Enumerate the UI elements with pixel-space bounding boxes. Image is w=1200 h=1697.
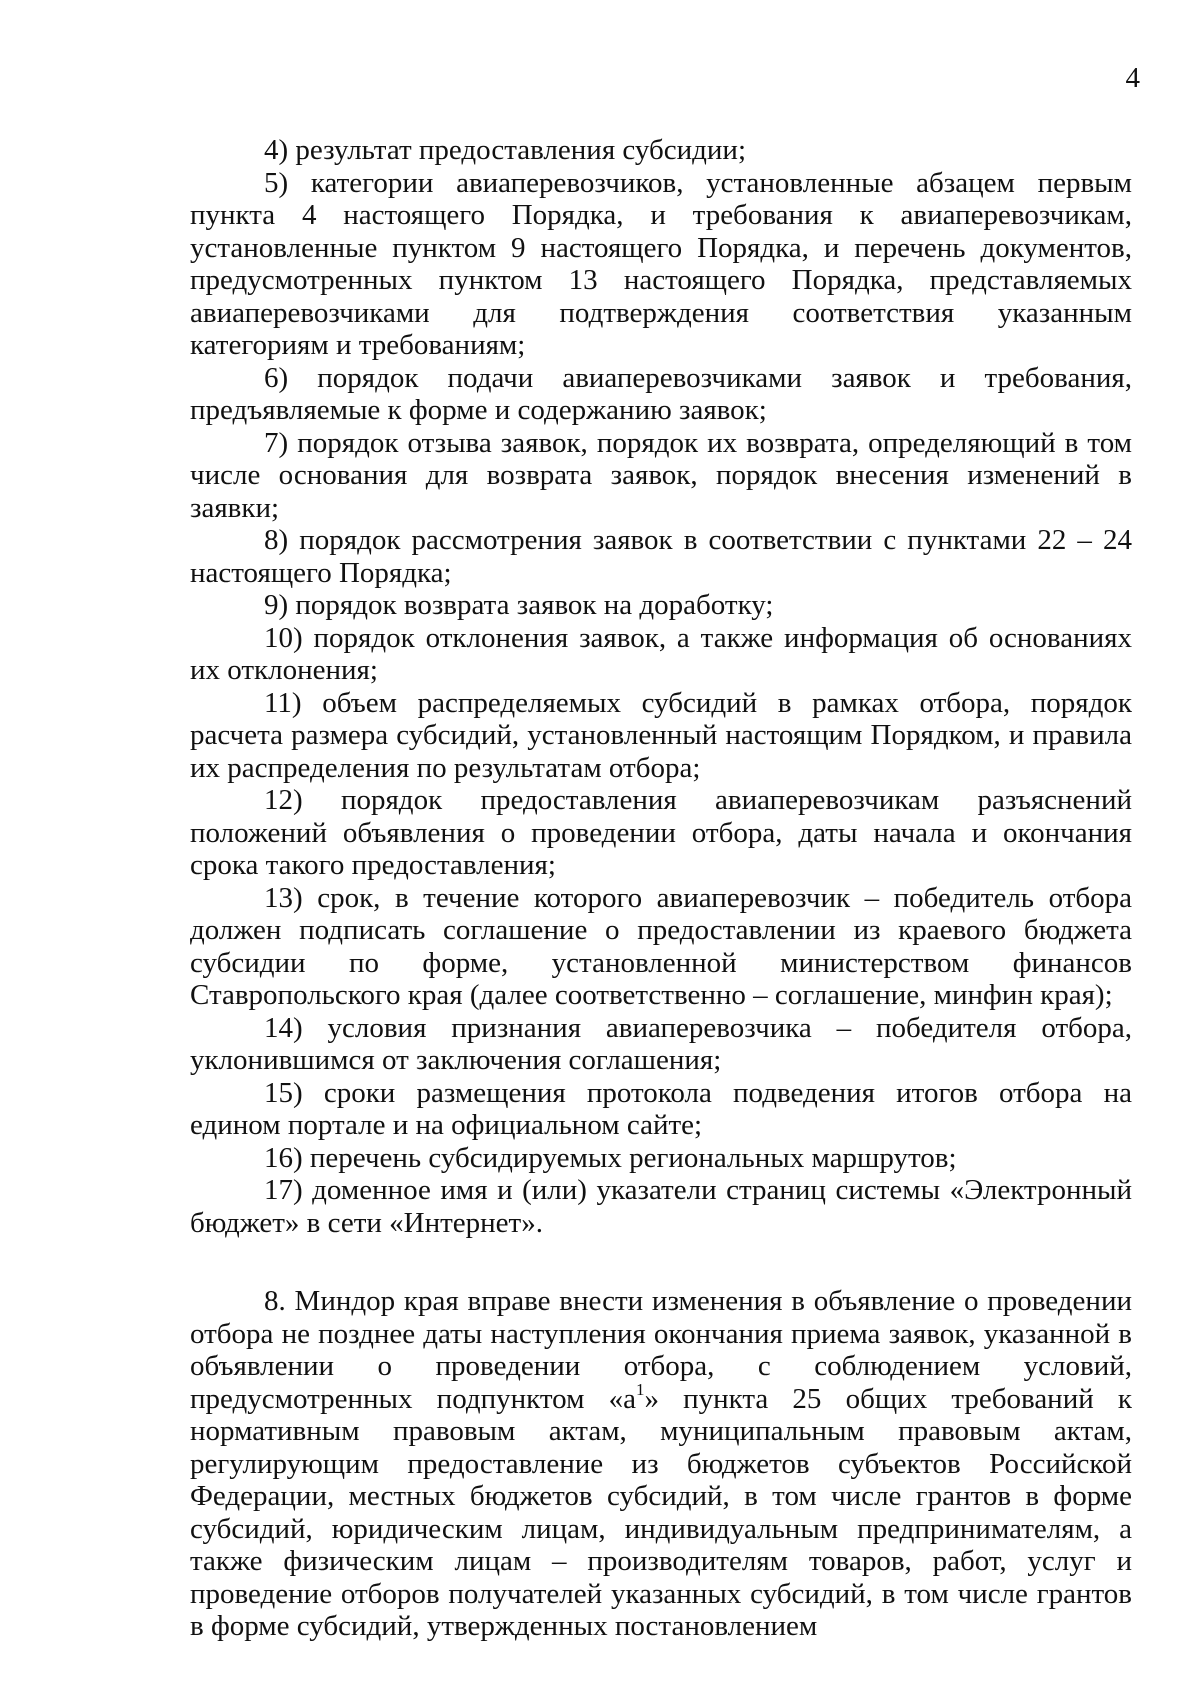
list-item-4: 4) результат предоставления субсидии; <box>264 134 747 166</box>
page-number: 4 <box>1125 62 1140 94</box>
list-item-14: 14) условия признания авиаперевозчика – победителя отбора, уклонившимся от заключения соглашения; <box>190 1011 1132 1076</box>
list-item-11: 11) объем распределяемых субсидий в рамках отбора, порядок расчета размера субсидий, установленный настоящим Порядком, и правила их распределения по результатам отбора; <box>190 686 1132 784</box>
paragraph-gap <box>190 1239 1132 1285</box>
list-item-6: 6) порядок подачи авиаперевозчиками заявок и требования, предъявляемые к форме и содержанию заявок; <box>190 361 1132 426</box>
list-item-5: 5) категории авиаперевозчиков, установленные абзацем первым пункта 4 настоящего Порядка, и требования к авиаперевозчикам, установленные пунктом 9 настоящего Порядка, и перечень документов, предусмотренных пунктом 13 настоящего Порядка, представляемых авиаперевозчиками для подтверждения соответствия указанным категориям и требованиям; <box>190 166 1132 361</box>
section-8-text-end: » пункта 25 общих требований к нормативным правовым актам, муниципальным правовым актам, регулирующим предоставление из бюджетов субъектов Российской Федерации, местных бюджетов субсидий, в том числе грантов в форме субсидий, юридическим лицам, индивидуальным предпринимателям, а также физическим лицам – производителям товаров, работ, услуг и проведение отборов получателей указанных субсидий, в том числе грантов в форме субсидий, утвержденных постановлением <box>190 1382 1132 1642</box>
list-item-12: 12) порядок предоставления авиаперевозчикам разъяснений положений объявления о проведении отбора, даты начала и окончания срока такого предоставления; <box>190 784 1132 881</box>
list-item-7: 7) порядок отзыва заявок, порядок их возврата, определяющий в том числе основания для возврата заявок, порядок внесения изменений в заявки; <box>190 426 1132 524</box>
document-body <box>190 134 1132 1643</box>
section-8-paragraph <box>190 1285 1132 1643</box>
list-item-15: 15) сроки размещения протокола подведения итогов отбора на едином портале и на официальном сайте; <box>190 1076 1132 1141</box>
list-item-9: 9) порядок возврата заявок на доработку; <box>264 589 774 621</box>
list-item-10: 10) порядок отклонения заявок, а также информация об основаниях их отклонения; <box>190 621 1132 686</box>
list-item-16: 16) перечень субсидируемых региональных маршрутов; <box>264 1141 957 1174</box>
section-8-superscript: 1 <box>635 1379 645 1399</box>
section-8-text-start: 8. Миндор края вправе внести изменения в объявление о проведении отбора не позднее даты наступления окончания приема заявок, указанной в объявлении о проведении отбора, с соблюдением условий, предусмотренных подпунктом «а <box>190 1285 1132 1415</box>
list-item-8: 8) порядок рассмотрения заявок в соответствии с пунктами 22 – 24 настоящего Порядка; <box>190 524 1132 589</box>
list-item-13: 13) срок, в течение которого авиаперевозчик – победитель отбора должен подписать соглашение о предоставлении из краевого бюджета субсидии по форме, установленной министерством финансов Ставропольского края (далее соответственно – соглашение, минфин края); <box>190 881 1132 1011</box>
list-item-17: 17) доменное имя и (или) указатели страниц системы «Электронный бюджет» в сети «Интернет». <box>190 1174 1132 1239</box>
